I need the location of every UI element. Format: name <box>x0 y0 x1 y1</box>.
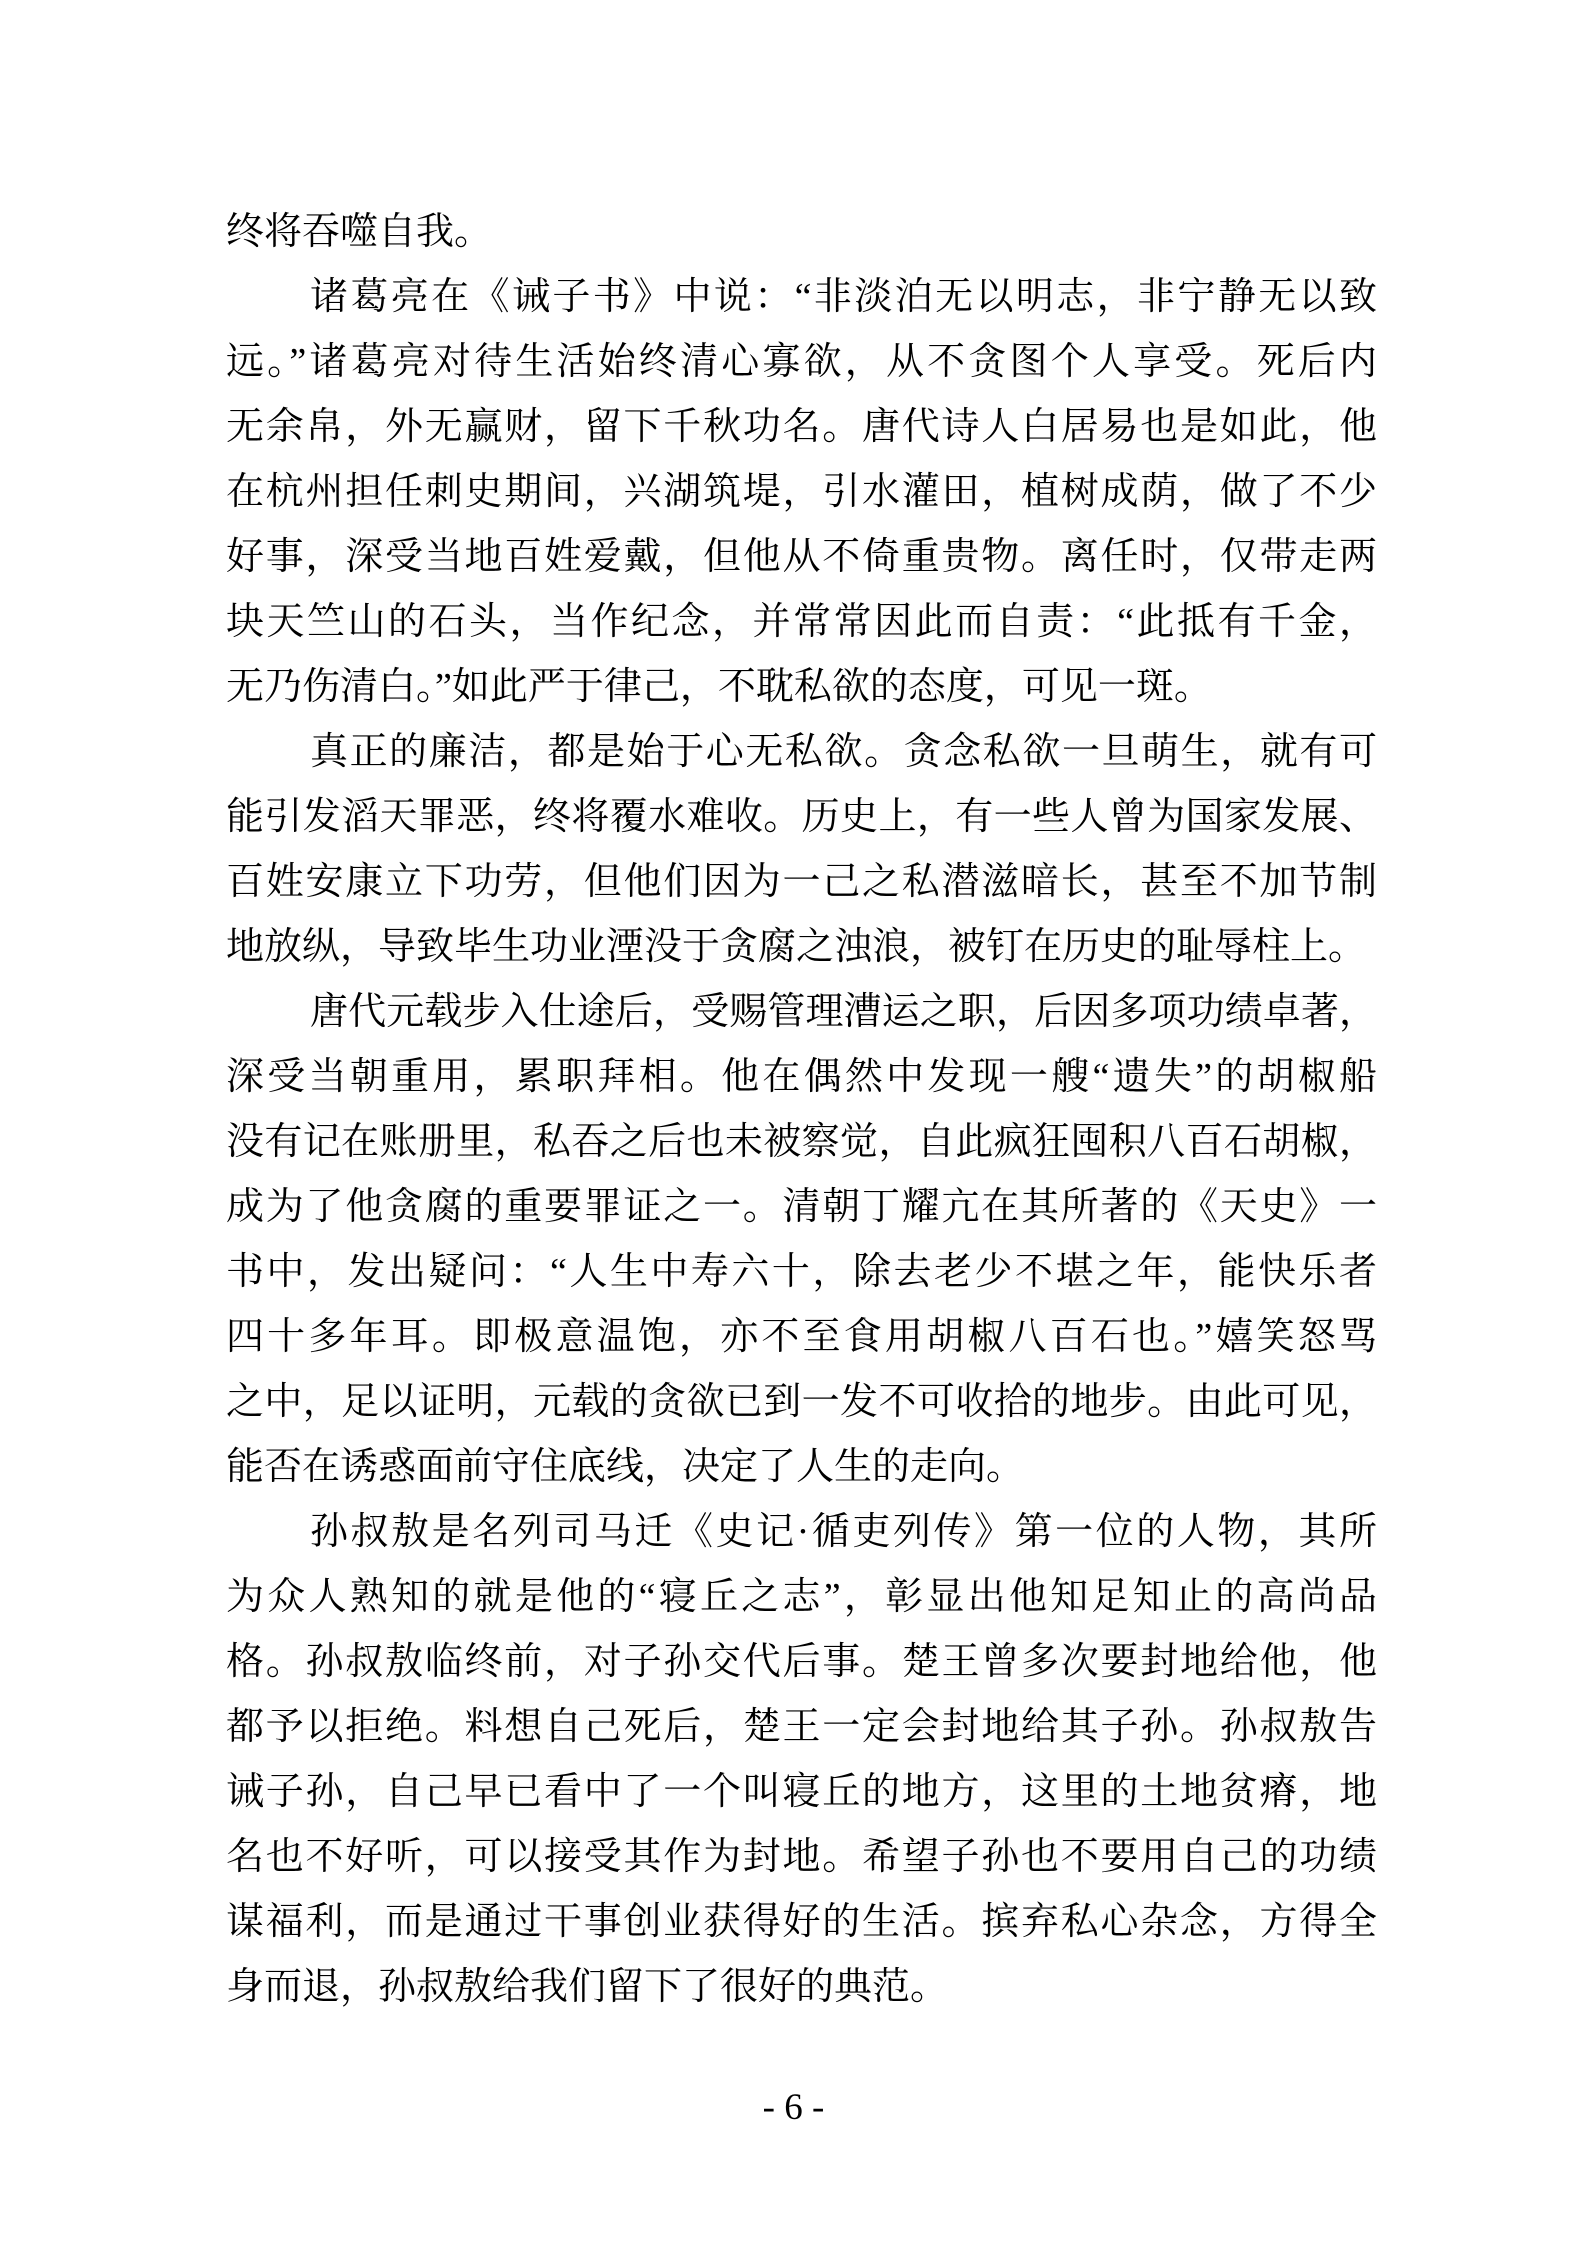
text-line: 诸葛亮在《诫子书》中说：“非淡泊无以明志，非宁静无以致 <box>310 276 1377 318</box>
text-line: 无余帛，外无赢财，留下千秋功名。唐代诗人白居易也是如此，他 <box>226 406 1377 448</box>
text-line: 孙叔敖是名列司马迁《史记·循吏列传》第一位的人物，其所 <box>310 1511 1377 1553</box>
text-line: 书中，发出疑问：“人生中寿六十，除去老少不堪之年，能快乐者 <box>226 1251 1377 1293</box>
text-line: 能引发滔天罪恶，终将覆水难收。历史上，有一些人曾为国家发展、 <box>226 796 1377 838</box>
text-line: 能否在诱惑面前守住底线，决定了人生的走向。 <box>226 1446 1025 1488</box>
text-line: 身而退，孙叔敖给我们留下了很好的典范。 <box>226 1966 949 2008</box>
text-line: 为众人熟知的就是他的“寝丘之志”，彰显出他知足知止的高尚品 <box>226 1576 1377 1618</box>
text-line: 百姓安康立下功劳，但他们因为一己之私潜滋暗长，甚至不加节制 <box>226 861 1377 903</box>
text-line: 唐代元载步入仕途后，受赐管理漕运之职，后因多项功绩卓著， <box>310 991 1377 1033</box>
text-line: 没有记在账册里，私吞之后也未被察觉，自此疯狂囤积八百石胡椒， <box>226 1121 1377 1163</box>
text-line: 之中，足以证明，元载的贪欲已到一发不可收拾的地步。由此可见， <box>226 1381 1377 1423</box>
text-line: 名也不好听，可以接受其作为封地。希望子孙也不要用自己的功绩 <box>226 1836 1377 1878</box>
text-line: 远。”诸葛亮对待生活始终清心寡欲，从不贪图个人享受。死后内 <box>226 341 1377 383</box>
document-body <box>226 200 1377 2020</box>
text-line: 地放纵，导致毕生功业湮没于贪腐之浊浪，被钉在历史的耻辱柱上。 <box>226 926 1367 968</box>
text-line: 谋福利，而是通过干事创业获得好的生活。摈弃私心杂念，方得全 <box>226 1901 1377 1943</box>
text-line: 块天竺山的石头，当作纪念，并常常因此而自责：“此抵有千金， <box>226 601 1377 643</box>
text-line: 格。孙叔敖临终前，对子孙交代后事。楚王曾多次要封地给他，他 <box>226 1641 1377 1683</box>
text-line: 终将吞噬自我。 <box>226 211 493 253</box>
text-line: 成为了他贪腐的重要罪证之一。清朝丁耀亢在其所著的《天史》一 <box>226 1186 1377 1228</box>
text-line: 都予以拒绝。料想自己死后，楚王一定会封地给其子孙。孙叔敖告 <box>226 1706 1377 1748</box>
text-line: 深受当朝重用，累职拜相。他在偶然中发现一艘“遗失”的胡椒船 <box>226 1056 1377 1098</box>
text-line: 无乃伤清白。”如此严于律己，不耽私欲的态度，可见一斑。 <box>226 666 1212 708</box>
text-line: 在杭州担任刺史期间，兴湖筑堤，引水灌田，植树成荫，做了不少 <box>226 471 1377 513</box>
text-line: 真正的廉洁，都是始于心无私欲。贪念私欲一旦萌生，就有可 <box>310 731 1377 773</box>
page-number: - 6 - <box>762 2087 825 2128</box>
text-line: 诫子孙，自己早已看中了一个叫寝丘的地方，这里的土地贫瘠，地 <box>226 1771 1377 1813</box>
text-line: 四十多年耳。即极意温饱，亦不至食用胡椒八百石也。”嬉笑怒骂 <box>226 1316 1377 1358</box>
text-line: 好事，深受当地百姓爱戴，但他从不倚重贵物。离任时，仅带走两 <box>226 536 1377 578</box>
